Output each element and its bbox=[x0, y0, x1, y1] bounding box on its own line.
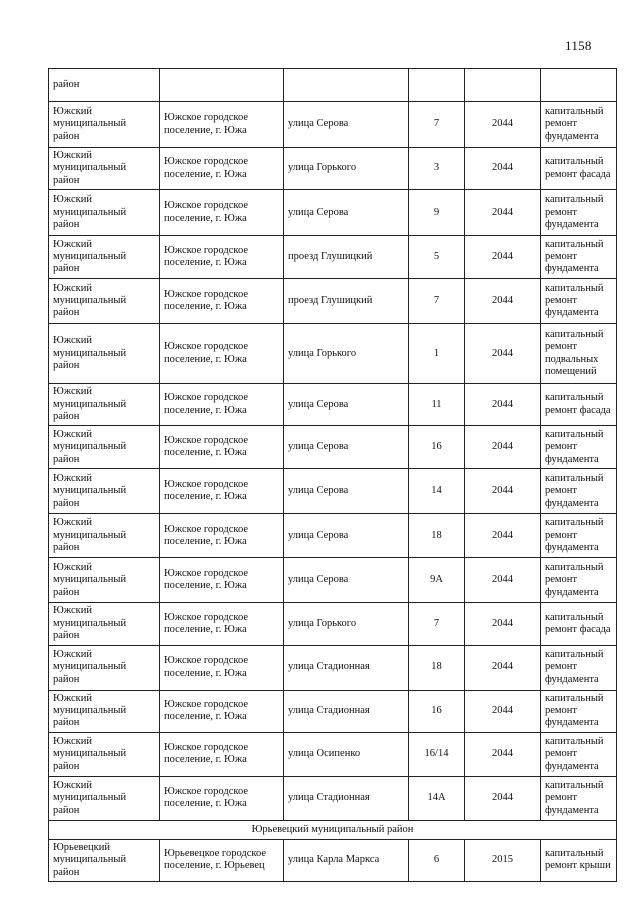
table-row bbox=[49, 279, 617, 324]
cell-work: капитальный ремонт фундамента bbox=[541, 279, 617, 324]
cell-house: 14А bbox=[409, 776, 465, 820]
cell-work: капитальный ремонт фундамента bbox=[541, 469, 617, 514]
cell-work: капитальный ремонт фундамента bbox=[541, 690, 617, 732]
continuation-row bbox=[49, 69, 617, 102]
cell-district: район bbox=[49, 69, 160, 102]
table-row bbox=[49, 236, 617, 279]
cell-house: 9 bbox=[409, 190, 465, 236]
cell-street: улица Серова bbox=[284, 469, 409, 514]
cell-year: 2044 bbox=[465, 102, 541, 148]
cell-street: улица Стадионная bbox=[284, 645, 409, 690]
page-number: 1158 bbox=[565, 38, 592, 53]
cell-district: Южский муниципальный район bbox=[49, 690, 160, 732]
cell-street: улица Серова bbox=[284, 102, 409, 148]
table-row bbox=[49, 469, 617, 514]
cell-house: 9А bbox=[409, 558, 465, 603]
cell-street: улица Серова bbox=[284, 426, 409, 469]
cell-work: капитальный ремонт фундамента bbox=[541, 514, 617, 558]
cell-year: 2044 bbox=[465, 279, 541, 324]
cell-district: Южский муниципальный район bbox=[49, 558, 160, 603]
table-row bbox=[49, 102, 617, 148]
cell-work: капитальный ремонт фундамента bbox=[541, 236, 617, 279]
cell-district: Южский муниципальный район bbox=[49, 324, 160, 384]
cell-house: 16 bbox=[409, 690, 465, 732]
cell-work: капитальный ремонт фасада bbox=[541, 603, 617, 645]
cell-street: улица Горького bbox=[284, 324, 409, 384]
cell-year: 2044 bbox=[465, 469, 541, 514]
table-row bbox=[49, 603, 617, 645]
cell-work bbox=[541, 69, 617, 102]
cell-settlement: Южское городское поселение, г. Южа bbox=[160, 558, 284, 603]
cell-street: улица Стадионная bbox=[284, 776, 409, 820]
cell-work: капитальный ремонт фундамента bbox=[541, 190, 617, 236]
cell-settlement bbox=[160, 69, 284, 102]
group-header-row bbox=[49, 820, 617, 839]
cell-year: 2044 bbox=[465, 732, 541, 776]
cell-house: 6 bbox=[409, 839, 465, 881]
cell-street: улица Серова bbox=[284, 190, 409, 236]
cell-district: Южский муниципальный район bbox=[49, 645, 160, 690]
cell-work: капитальный ремонт фундамента bbox=[541, 558, 617, 603]
cell-street: улица Стадионная bbox=[284, 690, 409, 732]
cell-settlement: Южское городское поселение, г. Южа bbox=[160, 469, 284, 514]
cell-settlement: Южское городское поселение, г. Южа bbox=[160, 426, 284, 469]
cell-work: капитальный ремонт фундамента bbox=[541, 645, 617, 690]
cell-work: капитальный ремонт фундамента bbox=[541, 102, 617, 148]
cell-settlement: Юрьевецкое городское поселение, г. Юрьевец bbox=[160, 839, 284, 881]
cell-house: 18 bbox=[409, 645, 465, 690]
cell-district: Южский муниципальный район bbox=[49, 514, 160, 558]
repair-schedule-table bbox=[48, 68, 617, 882]
table-row bbox=[49, 514, 617, 558]
table-row bbox=[49, 645, 617, 690]
cell-house: 18 bbox=[409, 514, 465, 558]
cell-district: Южский муниципальный район bbox=[49, 469, 160, 514]
cell-work: капитальный ремонт крыши bbox=[541, 839, 617, 881]
cell-work: капитальный ремонт фундамента bbox=[541, 732, 617, 776]
cell-settlement: Южское городское поселение, г. Южа bbox=[160, 384, 284, 426]
cell-district: Южский муниципальный район bbox=[49, 384, 160, 426]
cell-house: 14 bbox=[409, 469, 465, 514]
table-row bbox=[49, 324, 617, 384]
table-row bbox=[49, 839, 617, 881]
cell-street: улица Осипенко bbox=[284, 732, 409, 776]
cell-year: 2044 bbox=[465, 603, 541, 645]
cell-house: 3 bbox=[409, 148, 465, 190]
cell-settlement: Южское городское поселение, г. Южа bbox=[160, 776, 284, 820]
cell-settlement: Южское городское поселение, г. Южа bbox=[160, 690, 284, 732]
cell-settlement: Южское городское поселение, г. Южа bbox=[160, 102, 284, 148]
cell-year: 2044 bbox=[465, 645, 541, 690]
cell-district: Южский муниципальный район bbox=[49, 148, 160, 190]
cell-settlement: Южское городское поселение, г. Южа bbox=[160, 148, 284, 190]
cell-district: Южский муниципальный район bbox=[49, 603, 160, 645]
cell-house: 16 bbox=[409, 426, 465, 469]
cell-street: улица Серова bbox=[284, 514, 409, 558]
cell-district: Южский муниципальный район bbox=[49, 102, 160, 148]
table-row bbox=[49, 148, 617, 190]
cell-year bbox=[465, 69, 541, 102]
cell-year: 2044 bbox=[465, 558, 541, 603]
cell-work: капитальный ремонт фундамента bbox=[541, 776, 617, 820]
cell-house: 5 bbox=[409, 236, 465, 279]
cell-street: улица Карла Маркса bbox=[284, 839, 409, 881]
cell-year: 2044 bbox=[465, 190, 541, 236]
cell-street bbox=[284, 69, 409, 102]
cell-house bbox=[409, 69, 465, 102]
cell-house: 7 bbox=[409, 102, 465, 148]
cell-work: капитальный ремонт фасада bbox=[541, 384, 617, 426]
cell-house: 7 bbox=[409, 279, 465, 324]
cell-house: 1 bbox=[409, 324, 465, 384]
table-row bbox=[49, 690, 617, 732]
cell-house: 16/14 bbox=[409, 732, 465, 776]
cell-settlement: Южское городское поселение, г. Южа bbox=[160, 603, 284, 645]
cell-work: капитальный ремонт фундамента bbox=[541, 426, 617, 469]
cell-street: проезд Глушицкий bbox=[284, 279, 409, 324]
cell-settlement: Южское городское поселение, г. Южа bbox=[160, 732, 284, 776]
cell-district: Южский муниципальный район bbox=[49, 732, 160, 776]
cell-district: Южский муниципальный район bbox=[49, 776, 160, 820]
cell-district: Южский муниципальный район bbox=[49, 190, 160, 236]
cell-year: 2044 bbox=[465, 690, 541, 732]
table-row bbox=[49, 776, 617, 820]
cell-settlement: Южское городское поселение, г. Южа bbox=[160, 279, 284, 324]
cell-district: Южский муниципальный район bbox=[49, 236, 160, 279]
table-row bbox=[49, 190, 617, 236]
cell-settlement: Южское городское поселение, г. Южа bbox=[160, 324, 284, 384]
cell-district: Южский муниципальный район bbox=[49, 279, 160, 324]
table-row bbox=[49, 732, 617, 776]
cell-settlement: Южское городское поселение, г. Южа bbox=[160, 236, 284, 279]
cell-house: 7 bbox=[409, 603, 465, 645]
table-body bbox=[49, 69, 617, 882]
cell-house: 11 bbox=[409, 384, 465, 426]
cell-year: 2044 bbox=[465, 324, 541, 384]
cell-year: 2044 bbox=[465, 776, 541, 820]
cell-work: капитальный ремонт подвальных помещений bbox=[541, 324, 617, 384]
table-row bbox=[49, 558, 617, 603]
cell-work: капитальный ремонт фасада bbox=[541, 148, 617, 190]
cell-street: улица Горького bbox=[284, 148, 409, 190]
cell-street: улица Серова bbox=[284, 384, 409, 426]
cell-year: 2044 bbox=[465, 236, 541, 279]
cell-street: улица Серова bbox=[284, 558, 409, 603]
cell-year: 2044 bbox=[465, 514, 541, 558]
cell-year: 2044 bbox=[465, 148, 541, 190]
table-row bbox=[49, 426, 617, 469]
cell-district: Южский муниципальный район bbox=[49, 426, 160, 469]
cell-district: Юрьевецкий муниципальный район bbox=[49, 839, 160, 881]
cell-street: проезд Глушицкий bbox=[284, 236, 409, 279]
cell-settlement: Южское городское поселение, г. Южа bbox=[160, 645, 284, 690]
cell-settlement: Южское городское поселение, г. Южа bbox=[160, 514, 284, 558]
table-row bbox=[49, 384, 617, 426]
cell-year: 2044 bbox=[465, 384, 541, 426]
cell-settlement: Южское городское поселение, г. Южа bbox=[160, 190, 284, 236]
group-header-label: Юрьевецкий муниципальный район bbox=[49, 820, 617, 839]
cell-year: 2044 bbox=[465, 426, 541, 469]
cell-year: 2015 bbox=[465, 839, 541, 881]
cell-street: улица Горького bbox=[284, 603, 409, 645]
